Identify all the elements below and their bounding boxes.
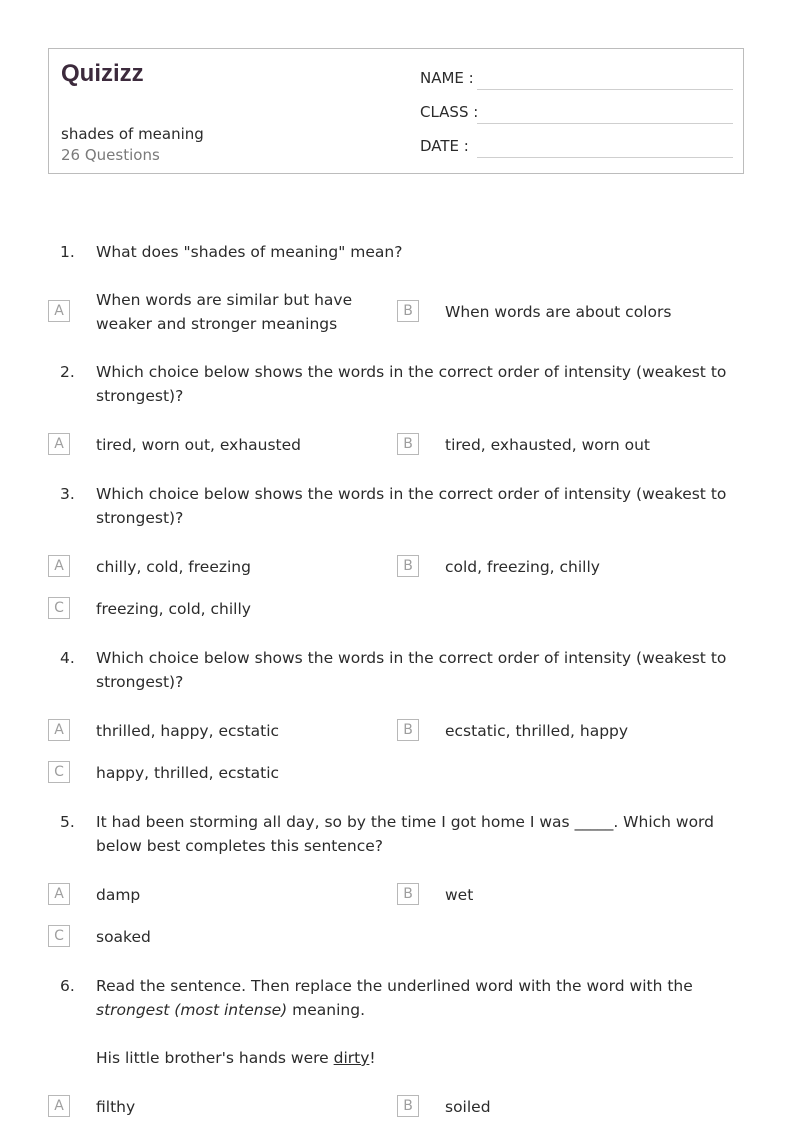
option-letter-box: B: [397, 719, 419, 741]
option-text: chilly, cold, freezing: [96, 558, 251, 576]
question-number: 1.: [60, 243, 75, 261]
logo-text: Quizizz: [61, 60, 144, 87]
question-number: 6.: [60, 977, 75, 995]
option-text: freezing, cold, chilly: [96, 600, 251, 618]
question-text: [96, 974, 736, 1022]
option-letter-box: C: [48, 925, 70, 947]
option-letter-box: C: [48, 761, 70, 783]
option-text: damp: [96, 886, 141, 904]
quizizz-logo: [61, 59, 153, 89]
option-letter-box: B: [397, 555, 419, 577]
option-letter-box: A: [48, 433, 70, 455]
option-text: happy, thrilled, ecstatic: [96, 764, 280, 782]
class-line[interactable]: [477, 123, 733, 124]
option-text: wet: [445, 886, 474, 904]
option-letter-box: A: [48, 883, 70, 905]
option-letter-box: C: [48, 597, 70, 619]
option-text: soaked: [96, 928, 151, 946]
option-text: ecstatic, thrilled, happy: [445, 722, 629, 740]
underlined-word: dirty: [333, 1049, 370, 1067]
question-number: 5.: [60, 813, 75, 831]
option-text: tired, worn out, exhausted: [96, 436, 302, 454]
question-text-part: meaning.: [287, 1001, 366, 1019]
option-letter-box: A: [48, 300, 70, 322]
question-text-part: Read the sentence. Then replace the underlined word with the word with the: [96, 977, 693, 995]
worksheet-title: shades of meaning: [61, 125, 204, 143]
option-text: thrilled, happy, ecstatic: [96, 722, 280, 740]
option-text: filthy: [96, 1098, 136, 1116]
option-text: When words are about colors: [445, 303, 672, 321]
option-letter-box: B: [397, 433, 419, 455]
class-label: CLASS :: [420, 103, 479, 121]
question-text: Which choice below shows the words in the correct order of intensity (weakest to strongest)?: [96, 649, 727, 691]
date-line[interactable]: [477, 157, 733, 158]
question-number: 4.: [60, 649, 75, 667]
question-text-emphasis: strongest (most intense): [96, 1001, 288, 1019]
name-line[interactable]: [477, 89, 733, 90]
option-text: cold, freezing, chilly: [445, 558, 600, 576]
date-label: DATE :: [420, 137, 469, 155]
question-text: It had been storming all day, so by the time I got home I was _____. Which word below best completes this sentence?: [96, 813, 714, 855]
option-text: tired, exhausted, worn out: [445, 436, 651, 454]
question-text: Which choice below shows the words in the correct order of intensity (weakest to strongest)?: [96, 485, 727, 527]
question-text: What does "shades of meaning" mean?: [96, 243, 403, 261]
worksheet-header: [48, 48, 744, 174]
question-text: Which choice below shows the words in the correct order of intensity (weakest to strongest)?: [96, 363, 727, 405]
sentence-part: His little brother's hands were: [96, 1049, 334, 1067]
question-number: 3.: [60, 485, 75, 503]
question-number: 2.: [60, 363, 75, 381]
sentence-part: !: [369, 1049, 376, 1067]
option-letter-box: B: [397, 1095, 419, 1117]
option-text: When words are similar but have weaker and stronger meanings: [96, 291, 353, 333]
name-label: NAME :: [420, 69, 474, 87]
example-sentence: [96, 1046, 736, 1070]
option-letter-box: A: [48, 719, 70, 741]
question-count: 26 Questions: [61, 146, 160, 164]
option-letter-box: A: [48, 555, 70, 577]
option-letter-box: B: [397, 883, 419, 905]
option-text: soiled: [445, 1098, 491, 1116]
option-letter-box: A: [48, 1095, 70, 1117]
option-letter-box: B: [397, 300, 419, 322]
